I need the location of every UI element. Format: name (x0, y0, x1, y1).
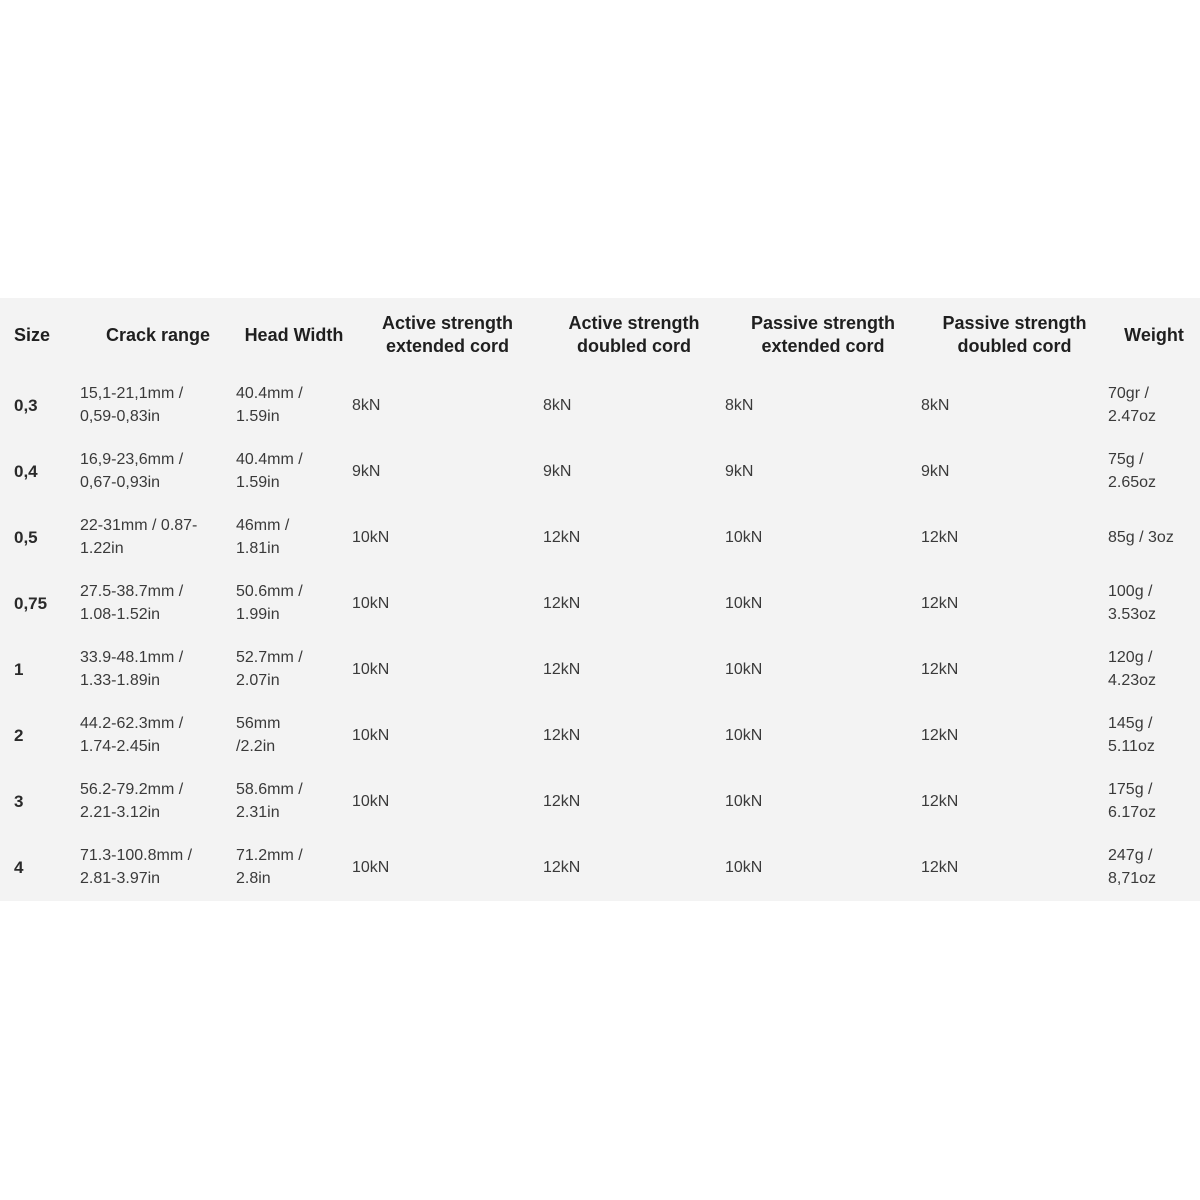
cell-crack-range (80, 636, 236, 702)
cell-weight (1108, 768, 1200, 834)
cell-active-extended: 10kN (352, 858, 390, 876)
cell-active-doubled: 12kN (543, 792, 581, 810)
cell-passive-doubled: 9kN (921, 462, 950, 480)
cell-weight (1108, 702, 1200, 768)
cell-head-line1: 46mm / (236, 517, 290, 534)
cell-head-line2: 1.59in (236, 474, 280, 491)
cell-crack-range (80, 768, 236, 834)
header-passive-doubled-line1: Passive strength (942, 313, 1087, 333)
cell-size: 0,3 (14, 395, 38, 415)
cell-head-width (236, 570, 352, 636)
cell-weight-line1: 247g / (1108, 847, 1153, 864)
cell-passive-extended: 10kN (725, 858, 763, 876)
header-weight: Weight (1124, 324, 1184, 345)
table-row (0, 504, 1200, 570)
cell-crack-line1: 16,9-23,6mm / (80, 451, 184, 468)
cell-size: 4 (14, 857, 24, 877)
cell-weight (1108, 372, 1200, 438)
specs-table-panel (0, 298, 1200, 901)
table-row (0, 636, 1200, 702)
header-active-doubled-line2: doubled cord (577, 336, 691, 356)
cell-active-doubled: 12kN (543, 726, 581, 744)
cell-crack-range (80, 702, 236, 768)
cell-passive-extended: 8kN (725, 396, 754, 414)
header-crack-range: Crack range (105, 324, 211, 345)
cell-crack-line2: 0,67-0,93in (80, 474, 161, 491)
cell-active-doubled: 8kN (543, 396, 572, 414)
cell-passive-extended: 10kN (725, 726, 763, 744)
cell-weight-line2: 2.65oz (1108, 474, 1157, 491)
cell-head-line2: 2.07in (236, 672, 280, 689)
header-active-doubled (543, 298, 725, 372)
cell-crack-line1: 22-31mm / 0.87- (80, 517, 198, 534)
cell-active-doubled: 9kN (543, 462, 572, 480)
cell-crack-line2: 1.08-1.52in (80, 606, 161, 623)
cell-weight (1108, 504, 1200, 570)
cell-passive-doubled: 12kN (921, 594, 959, 612)
cell-crack-line2: 2.81-3.97in (80, 870, 161, 887)
cell-head-line1: 40.4mm / (236, 451, 303, 468)
cell-crack-line1: 27.5-38.7mm / (80, 583, 184, 600)
cell-active-doubled: 12kN (543, 528, 581, 546)
cell-passive-extended: 10kN (725, 528, 763, 546)
cell-head-line1: 40.4mm / (236, 385, 303, 402)
cell-head-line1: 50.6mm / (236, 583, 303, 600)
cell-head-width (236, 636, 352, 702)
cell-size: 1 (14, 659, 24, 679)
cell-weight-line2: 6.17oz (1108, 804, 1157, 821)
cell-head-line2: 1.59in (236, 408, 280, 425)
cell-size: 3 (14, 791, 24, 811)
cell-head-width (236, 768, 352, 834)
specs-table (0, 298, 1200, 900)
cell-head-width (236, 834, 352, 900)
cell-active-extended: 10kN (352, 594, 390, 612)
cell-passive-doubled: 8kN (921, 396, 950, 414)
cell-active-extended: 8kN (352, 396, 381, 414)
header-passive-extended-line2: extended cord (761, 336, 885, 356)
cell-head-line2: 1.99in (236, 606, 280, 623)
cell-active-extended: 9kN (352, 462, 381, 480)
cell-weight (1108, 570, 1200, 636)
cell-passive-doubled: 12kN (921, 792, 959, 810)
cell-passive-doubled: 12kN (921, 660, 959, 678)
cell-crack-range (80, 438, 236, 504)
cell-crack-line1: 33.9-48.1mm / (80, 649, 184, 666)
cell-size: 0,75 (14, 593, 48, 613)
table-row (0, 834, 1200, 900)
table-row (0, 438, 1200, 504)
table-row (0, 702, 1200, 768)
cell-passive-extended: 9kN (725, 462, 754, 480)
cell-head-width (236, 702, 352, 768)
cell-weight-line2: 5.11oz (1108, 738, 1155, 755)
cell-weight-line1: 100g / (1108, 583, 1153, 600)
cell-head-line2: 2.31in (236, 804, 280, 821)
cell-crack-range (80, 504, 236, 570)
header-active-extended (352, 298, 543, 372)
cell-crack-line2: 1.74-2.45in (80, 738, 161, 755)
cell-crack-line1: 44.2-62.3mm / (80, 715, 184, 732)
cell-crack-line2: 1.33-1.89in (80, 672, 161, 689)
cell-head-line1: 52.7mm / (236, 649, 303, 666)
header-passive-extended (725, 298, 921, 372)
cell-active-extended: 10kN (352, 726, 390, 744)
header-active-extended-line1: Active strength (381, 313, 514, 333)
header-head-width-line1: Head (244, 324, 289, 345)
header-passive-doubled (921, 298, 1108, 372)
cell-head-width (236, 438, 352, 504)
cell-weight (1108, 636, 1200, 702)
cell-weight-line2: 3.53oz (1108, 606, 1157, 623)
cell-crack-line2: 2.21-3.12in (80, 804, 161, 821)
cell-passive-extended: 10kN (725, 792, 763, 810)
cell-weight-line2: 4.23oz (1108, 672, 1157, 689)
cell-passive-extended: 10kN (725, 594, 763, 612)
cell-crack-range (80, 372, 236, 438)
cell-crack-range (80, 570, 236, 636)
header-row (0, 298, 1200, 372)
cell-crack-line1: 71.3-100.8mm / (80, 847, 193, 864)
cell-active-doubled: 12kN (543, 660, 581, 678)
cell-weight-line2: 2.47oz (1108, 408, 1157, 425)
cell-passive-doubled: 12kN (921, 726, 959, 744)
header-size: Size (14, 324, 51, 345)
cell-size: 0,5 (14, 527, 38, 547)
cell-active-extended: 10kN (352, 660, 390, 678)
cell-weight-line1: 85g / 3oz (1108, 528, 1174, 546)
cell-active-extended: 10kN (352, 528, 390, 546)
cell-head-line1: 58.6mm / (236, 781, 303, 798)
cell-crack-line1: 56.2-79.2mm / (80, 781, 184, 798)
cell-size: 0,4 (14, 461, 38, 481)
cell-passive-extended: 10kN (725, 660, 763, 678)
cell-weight-line1: 145g / (1108, 715, 1153, 732)
cell-crack-line1: 15,1-21,1mm / (80, 385, 184, 402)
header-active-doubled-line1: Active strength (568, 313, 700, 333)
cell-active-doubled: 12kN (543, 858, 581, 876)
cell-head-line2: 2.8in (236, 870, 271, 887)
cell-weight (1108, 834, 1200, 900)
header-head-width-line2: Width (293, 324, 344, 345)
cell-head-line1: 71.2mm / (236, 847, 303, 864)
cell-crack-range (80, 834, 236, 900)
table-row (0, 570, 1200, 636)
table-row (0, 768, 1200, 834)
cell-size: 2 (14, 725, 24, 745)
cell-active-extended: 10kN (352, 792, 390, 810)
cell-weight (1108, 438, 1200, 504)
cell-weight-line1: 75g / (1108, 451, 1144, 468)
cell-head-width (236, 372, 352, 438)
header-passive-doubled-line2: doubled cord (957, 336, 1072, 356)
cell-weight-line1: 120g / (1108, 649, 1153, 666)
cell-head-width (236, 504, 352, 570)
cell-head-line1: 56mm (236, 715, 281, 732)
cell-weight-line1: 175g / (1108, 781, 1153, 798)
header-head-width (236, 298, 352, 372)
header-passive-extended-line1: Passive strength (750, 313, 896, 333)
cell-head-line2: 1.81in (236, 540, 280, 557)
cell-crack-line2: 0,59-0,83in (80, 408, 161, 425)
cell-weight-line1: 70gr / (1108, 385, 1149, 402)
header-active-extended-line2: extended cord (385, 336, 510, 356)
cell-head-line2: /2.2in (236, 738, 276, 755)
cell-active-doubled: 12kN (543, 594, 581, 612)
table-row (0, 372, 1200, 438)
cell-passive-doubled: 12kN (921, 528, 959, 546)
cell-crack-line2: 1.22in (80, 540, 124, 557)
cell-weight-line2: 8,71oz (1108, 870, 1157, 887)
cell-passive-doubled: 12kN (921, 858, 959, 876)
